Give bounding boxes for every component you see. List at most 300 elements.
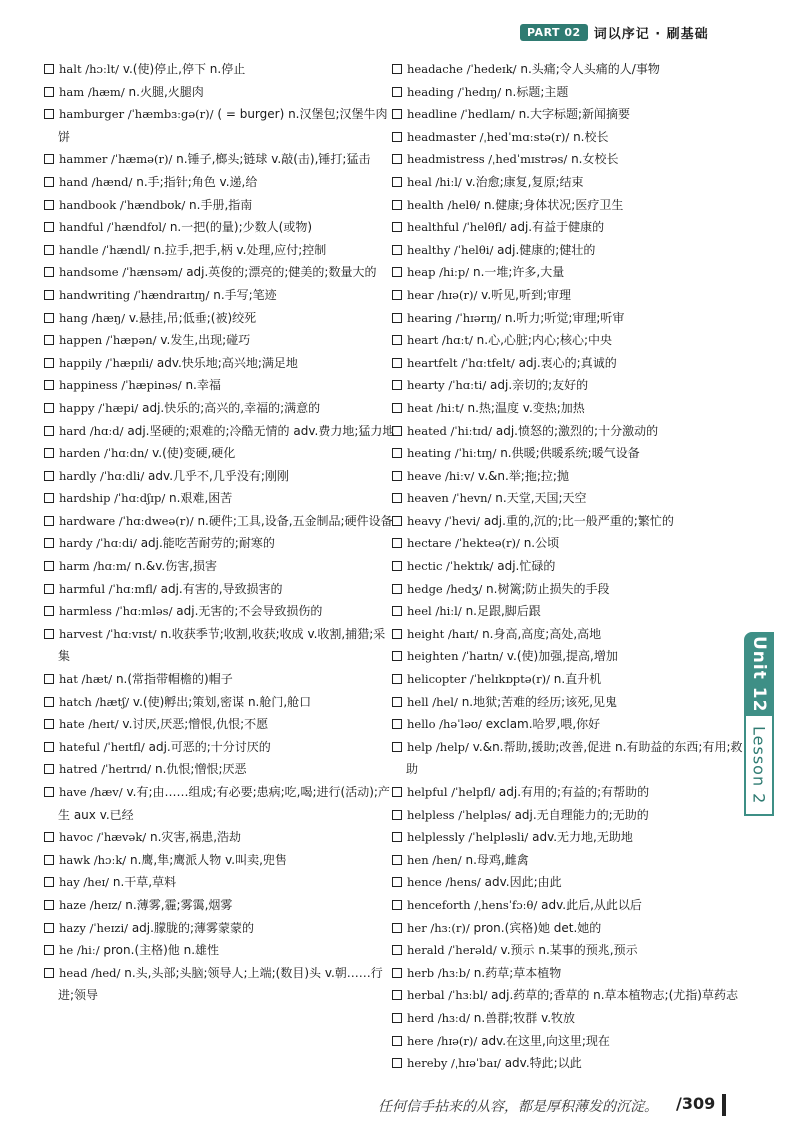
checkbox-icon[interactable] — [44, 200, 54, 210]
checkbox-icon[interactable] — [44, 471, 54, 481]
vocab-entry — [44, 917, 396, 940]
checkbox-icon[interactable] — [392, 380, 402, 390]
entry-headword: halt /hɔːlt/ — [59, 62, 119, 76]
checkbox-icon[interactable] — [44, 764, 54, 774]
entry-definition: v.悬挂,吊;低垂;(被)绞死 — [125, 310, 257, 325]
checkbox-icon[interactable] — [392, 267, 402, 277]
vocab-entry — [392, 668, 744, 691]
checkbox-icon[interactable] — [44, 222, 54, 232]
entry-headword: hereby /ˌhɪəˈbaɪ/ — [407, 1056, 501, 1071]
checkbox-icon[interactable] — [44, 945, 54, 955]
entry-headword: handsome /ˈhænsəm/ — [59, 265, 183, 280]
vocab-entry — [392, 804, 744, 827]
entry-definition: n.幸福 — [181, 378, 221, 393]
checkbox-icon[interactable] — [44, 516, 54, 526]
entry-headword: hearing /ˈhɪərɪŋ/ — [407, 310, 502, 325]
vocab-entry — [44, 826, 396, 849]
checkbox-icon[interactable] — [44, 832, 54, 842]
vocab-entry — [44, 962, 396, 1007]
entry-headword: headmaster /ˌhedˈmɑːstə(r)/ — [407, 129, 570, 144]
checkbox-icon[interactable] — [392, 1013, 402, 1023]
checkbox-icon[interactable] — [392, 426, 402, 436]
checkbox-icon[interactable] — [44, 900, 54, 910]
checkbox-icon[interactable] — [44, 742, 54, 752]
checkbox-icon[interactable] — [392, 810, 402, 820]
checkbox-icon[interactable] — [392, 448, 402, 458]
vocab-entry — [392, 329, 744, 352]
vocab-entry — [392, 736, 744, 781]
checkbox-icon[interactable] — [44, 426, 54, 436]
entry-headword: haze /heɪz/ — [59, 897, 122, 912]
checkbox-icon[interactable] — [44, 538, 54, 548]
entry-headword: helpless /ˈhelpləs/ — [407, 807, 511, 822]
vocab-entry — [392, 532, 744, 555]
entry-headword: hardly /ˈhɑːdli/ — [59, 468, 145, 483]
entry-definition: adj.衷心的;真诚的 — [514, 355, 617, 370]
entry-headword: hardship /ˈhɑːdʃɪp/ — [59, 491, 166, 506]
vocab-entry — [44, 487, 396, 510]
checkbox-icon[interactable] — [44, 290, 54, 300]
checkbox-icon[interactable] — [392, 629, 402, 639]
entry-headword: heave /hiːv/ — [407, 468, 475, 483]
entry-definition: ( = burger) n.汉堡包;汉堡牛肉饼 — [58, 107, 388, 144]
left-column — [44, 58, 396, 1007]
entry-definition: n.地狱;苦难的经历;该死,见鬼 — [457, 694, 618, 709]
entry-definition: n.校长 — [569, 129, 609, 144]
page-number-bar — [722, 1094, 726, 1116]
entry-definition: v.听见,听到;审理 — [477, 287, 572, 302]
checkbox-icon[interactable] — [392, 674, 402, 684]
checkbox-icon[interactable] — [392, 493, 402, 503]
checkbox-icon[interactable] — [392, 877, 402, 887]
vocab-entry — [44, 465, 396, 488]
checkbox-icon[interactable] — [392, 945, 402, 955]
entry-headword: hat /hæt/ — [59, 672, 113, 687]
checkbox-icon[interactable] — [44, 719, 54, 729]
entry-headword: handwriting /ˈhændraɪtɪŋ/ — [59, 287, 210, 302]
checkbox-icon[interactable] — [44, 313, 54, 323]
checkbox-icon[interactable] — [392, 290, 402, 300]
vocab-entry — [392, 826, 744, 849]
entry-headword: have /hæv/ — [59, 785, 123, 799]
entry-definition: n.锤子,榔头;链球 v.敲(击),锤打;猛击 — [172, 152, 371, 167]
vocab-entry — [44, 623, 396, 668]
entry-headword: herald /ˈherəld/ — [407, 943, 497, 958]
header-title: 词以序记 · 刷基础 — [593, 26, 709, 42]
entry-headword: hello /həˈləʊ/ — [407, 717, 482, 732]
entry-headword: heated /ˈhiːtɪd/ — [407, 423, 493, 438]
entry-definition: n.硬件;工具,设备,五金制品;硬件设备 — [193, 513, 393, 528]
vocab-entry — [44, 374, 396, 397]
entry-headword: heating /ˈhiːtɪŋ/ — [407, 446, 497, 461]
checkbox-icon[interactable] — [392, 132, 402, 142]
entry-definition: adj.无害的;不会导致损伤的 — [172, 604, 323, 619]
entry-definition: n.母鸡,雌禽 — [461, 852, 529, 867]
checkbox-icon[interactable] — [44, 561, 54, 571]
entry-definition: adj.忙碌的 — [493, 559, 556, 574]
vocab-entry — [44, 758, 396, 781]
entry-headword: herbal /ˈhɜːbl/ — [407, 988, 488, 1003]
vocab-entry — [392, 1052, 744, 1075]
checkbox-icon[interactable] — [44, 64, 54, 74]
unit-tab — [744, 632, 774, 816]
entry-definition: v.(使)加强,提高,增加 — [503, 649, 618, 664]
entry-headword: hay /heɪ/ — [59, 875, 110, 890]
checkbox-icon[interactable] — [44, 335, 54, 345]
entry-headword: handful /ˈhændfʊl/ — [59, 220, 166, 235]
entry-headword: he /hiː/ — [59, 943, 100, 958]
vocab-entry — [392, 216, 744, 239]
checkbox-icon[interactable] — [392, 200, 402, 210]
checkbox-icon[interactable] — [44, 87, 54, 97]
checkbox-icon[interactable] — [392, 516, 402, 526]
entry-definition: n.手;指针;角色 v.递,给 — [132, 174, 258, 189]
entry-definition: pron.(主格)他 n.雄性 — [99, 943, 220, 958]
entry-headword: hardy /ˈhɑːdi/ — [59, 536, 137, 551]
entry-definition: v.&n.举;拖;拉;抛 — [474, 468, 569, 483]
checkbox-icon[interactable] — [44, 855, 54, 865]
checkbox-icon[interactable] — [44, 923, 54, 933]
checkbox-icon[interactable] — [44, 267, 54, 277]
entry-definition: n.标题;主题 — [501, 84, 569, 99]
checkbox-icon[interactable] — [44, 584, 54, 594]
entry-headword: hateful /ˈheɪtfl/ — [59, 739, 145, 754]
vocab-entry — [44, 849, 396, 872]
entry-definition: n.艰难,困苦 — [165, 491, 233, 506]
page-number: /309 — [676, 1094, 716, 1113]
lesson-label: Lesson 2 — [749, 725, 769, 805]
entry-definition: adj.能吃苦耐劳的;耐寒的 — [136, 536, 275, 551]
vocab-entry — [392, 352, 744, 375]
checkbox-icon[interactable] — [392, 177, 402, 187]
right-column — [392, 58, 744, 1075]
vocab-entry — [44, 600, 396, 623]
checkbox-icon[interactable] — [392, 109, 402, 119]
checkbox-icon[interactable] — [392, 222, 402, 232]
entry-definition: adj.有益于健康的 — [506, 220, 605, 235]
vocab-entry — [392, 917, 744, 940]
vocab-entry — [392, 171, 744, 194]
entry-headword: heighten /ˈhaɪtn/ — [407, 649, 504, 664]
entry-headword: heartfelt /ˈhɑːtfelt/ — [407, 355, 515, 370]
checkbox-icon[interactable] — [392, 245, 402, 255]
entry-definition: adj.亲切的;友好的 — [486, 378, 589, 393]
entry-headword: hectic /ˈhektɪk/ — [407, 559, 494, 574]
entry-definition: adv.因此;由此 — [480, 875, 562, 890]
vocab-entry — [392, 849, 744, 872]
vocab-entry — [44, 736, 396, 759]
entry-headword: here /hɪə(r)/ — [407, 1033, 478, 1048]
entry-headword: health /helθ/ — [407, 197, 480, 212]
entry-headword: healthy /ˈhelθi/ — [407, 242, 494, 257]
checkbox-icon[interactable] — [392, 832, 402, 842]
entry-headword: hard /hɑːd/ — [59, 423, 124, 438]
entry-definition: adj.健康的;健壮的 — [493, 242, 596, 257]
vocab-entry — [392, 962, 744, 985]
entry-headword: heat /hiːt/ — [407, 400, 464, 415]
entry-headword: heel /hiːl/ — [407, 604, 462, 619]
entry-definition: n.仇恨;憎恨;厌恶 — [151, 762, 247, 777]
entry-definition: adj.重的,沉的;比一般严重的;繁忙的 — [480, 513, 674, 528]
entry-definition: n.女校长 — [567, 152, 619, 167]
entry-definition: n.干草,草料 — [109, 875, 177, 890]
entry-headword: happily /ˈhæpɪli/ — [59, 355, 154, 370]
entry-definition: n.兽群;牧群 v.牧放 — [469, 1010, 576, 1025]
checkbox-icon[interactable] — [44, 358, 54, 368]
vocab-entry — [44, 713, 396, 736]
vocab-entry — [44, 58, 396, 81]
entry-headword: handbook /ˈhændbʊk/ — [59, 197, 186, 212]
vocab-entry — [392, 194, 744, 217]
entry-definition: n.收获季节;收割,收获;收成 v.收割,捕猎;采集 — [58, 626, 386, 664]
entry-headword: her /hɜː(r)/ — [407, 920, 470, 935]
entry-definition: adj.坚硬的;艰难的;冷酷无情的 adv.费力地;猛力地 — [123, 423, 395, 438]
vocab-entry — [392, 442, 744, 465]
checkbox-icon[interactable] — [392, 538, 402, 548]
entry-headword: hardware /ˈhɑːdweə(r)/ — [59, 513, 194, 528]
entry-headword: help /help/ — [407, 739, 469, 754]
checkbox-icon[interactable] — [44, 968, 54, 978]
entry-headword: hen /hen/ — [407, 852, 462, 867]
unit-label: Unit 12 — [749, 635, 769, 713]
vocab-entry — [392, 103, 744, 126]
entry-headword: hawk /hɔːk/ — [59, 852, 127, 867]
checkbox-icon[interactable] — [392, 1058, 402, 1068]
entry-definition: adj.无自理能力的;无助的 — [510, 807, 649, 822]
entry-definition: n.健康;身体状况;医疗卫生 — [480, 197, 624, 212]
vocab-entry — [44, 894, 396, 917]
entry-definition: n.一堆;许多,大量 — [469, 265, 565, 280]
checkbox-icon[interactable] — [392, 606, 402, 616]
entry-headword: happiness /ˈhæpinəs/ — [59, 378, 182, 393]
part-badge: PART 02 — [520, 24, 588, 41]
entry-headword: height /haɪt/ — [407, 626, 479, 641]
checkbox-icon[interactable] — [392, 471, 402, 481]
vocab-entry — [44, 781, 396, 826]
entry-definition: n.头痛;令人头痛的人/事物 — [516, 62, 660, 76]
checkbox-icon[interactable] — [392, 358, 402, 368]
entry-definition: adv.几乎不,几乎没有;刚刚 — [144, 468, 289, 483]
entry-headword: hence /hens/ — [407, 875, 481, 890]
entry-definition: n.火腿,火腿肉 — [124, 84, 204, 99]
vocab-entry — [392, 307, 744, 330]
checkbox-icon[interactable] — [392, 990, 402, 1000]
footer-quote: 任何信手拈来的从容，都是厚积薄发的沉淀。 — [378, 1099, 658, 1115]
entry-definition: adv.特此;以此 — [500, 1056, 582, 1071]
entry-definition: v.&n.帮助,援助;改善,促进 n.有助益的东西;有用;救助 — [406, 739, 743, 777]
entry-definition: adv.在这里,向这里;现在 — [477, 1033, 610, 1048]
entry-headword: harmless /ˈhɑːmləs/ — [59, 604, 173, 619]
vocab-entry — [392, 578, 744, 601]
vocab-entry — [392, 713, 744, 736]
vocab-entry — [392, 58, 744, 81]
entry-headword: herb /hɜːb/ — [407, 965, 470, 980]
checkbox-icon[interactable] — [392, 87, 402, 97]
entry-headword: helicopter /ˈhelɪkɒptə(r)/ — [407, 672, 550, 687]
entry-definition: n.薄雾,霾;雾霭,烟雾 — [121, 897, 233, 912]
entry-headword: heaven /ˈhevn/ — [407, 491, 492, 506]
vocab-entry — [44, 871, 396, 894]
checkbox-icon[interactable] — [392, 1036, 402, 1046]
entry-headword: harm /hɑːm/ — [59, 559, 131, 574]
checkbox-icon[interactable] — [44, 493, 54, 503]
checkbox-icon[interactable] — [392, 855, 402, 865]
vocab-entry — [44, 194, 396, 217]
vocab-entry — [44, 216, 396, 239]
checkbox-icon[interactable] — [392, 154, 402, 164]
checkbox-icon[interactable] — [392, 313, 402, 323]
vocab-entry — [44, 510, 396, 533]
entry-headword: hear /hɪə(r)/ — [407, 287, 478, 302]
vocab-entry — [392, 600, 744, 623]
vocab-entry — [44, 555, 396, 578]
entry-headword: harden /ˈhɑːdn/ — [59, 446, 149, 461]
entry-definition: adj.有用的;有益的;有帮助的 — [495, 785, 650, 799]
vocab-entry — [44, 148, 396, 171]
vocab-entry — [44, 668, 396, 691]
entry-headword: happen /ˈhæpən/ — [59, 333, 157, 348]
entry-definition: adv.快乐地;高兴地;满足地 — [153, 355, 298, 370]
checkbox-icon[interactable] — [44, 606, 54, 616]
entry-headword: havoc /ˈhævək/ — [59, 830, 147, 845]
entry-definition: v.有;由……组成;有必要;患病;吃,喝;进行(活动);产生 aux v.已经 — [58, 785, 390, 822]
vocab-entry — [44, 939, 396, 962]
entry-headword: heavy /ˈhevi/ — [407, 513, 481, 528]
entry-headword: hell /hel/ — [407, 694, 458, 709]
entry-definition: n.公顷 — [519, 536, 560, 551]
entry-headword: hatred /ˈheɪtrɪd/ — [59, 762, 152, 777]
entry-definition: v.发生,出现;碰巧 — [156, 333, 251, 348]
checkbox-icon[interactable] — [392, 900, 402, 910]
entry-definition: n.鹰,隼;鹰派人物 v.叫卖,兜售 — [126, 852, 287, 867]
vocab-entry — [392, 871, 744, 894]
checkbox-icon[interactable] — [392, 64, 402, 74]
entry-definition: n.灾害,祸患,浩劫 — [146, 830, 242, 845]
vocab-entry — [392, 126, 744, 149]
entry-definition: adj.可恶的;十分讨厌的 — [144, 739, 271, 754]
checkbox-icon[interactable] — [44, 877, 54, 887]
vocab-entry — [392, 465, 744, 488]
checkbox-icon[interactable] — [392, 584, 402, 594]
checkbox-icon[interactable] — [44, 403, 54, 413]
vocab-entry — [44, 261, 396, 284]
checkbox-icon[interactable] — [392, 651, 402, 661]
vocab-entry — [392, 894, 744, 917]
vocab-entry — [392, 555, 744, 578]
checkbox-icon[interactable] — [392, 742, 402, 752]
vocab-entry — [392, 781, 744, 804]
checkbox-icon[interactable] — [44, 177, 54, 187]
vocab-entry — [392, 984, 744, 1007]
checkbox-icon[interactable] — [392, 403, 402, 413]
checkbox-icon[interactable] — [44, 154, 54, 164]
entry-headword: heap /hiːp/ — [407, 265, 470, 280]
checkbox-icon[interactable] — [392, 923, 402, 933]
entry-headword: hand /hænd/ — [59, 174, 133, 189]
entry-headword: herd /hɜːd/ — [407, 1010, 470, 1025]
entry-definition: exclam.哈罗,喂,你好 — [481, 717, 601, 732]
entry-headword: hectare /ˈhekteə(r)/ — [407, 536, 520, 551]
entry-headword: helplessly /ˈhelpləsli/ — [407, 830, 529, 845]
vocab-entry — [392, 510, 744, 533]
entry-headword: hang /hæŋ/ — [59, 310, 126, 325]
vocab-entry — [44, 239, 396, 262]
entry-definition: n.天堂,天国;天空 — [491, 491, 587, 506]
entry-headword: happy /ˈhæpi/ — [59, 400, 139, 415]
entry-definition: adj.药草的;香草的 n.草本植物志;(尤指)草药志 — [487, 988, 738, 1003]
vocab-entry — [44, 329, 396, 352]
entry-definition: n.手册,指南 — [185, 197, 253, 212]
checkbox-icon[interactable] — [44, 380, 54, 390]
vocab-entry — [392, 374, 744, 397]
entry-headword: headline /ˈhedlaɪn/ — [407, 107, 515, 122]
entry-definition: adv.无力地,无助地 — [528, 830, 633, 845]
checkbox-icon[interactable] — [392, 787, 402, 797]
entry-definition: n.热;温度 v.变热;加热 — [463, 400, 585, 415]
vocab-entry — [44, 171, 396, 194]
checkbox-icon[interactable] — [44, 787, 54, 797]
entry-definition: n.一把(的量);少数人(或物) — [166, 220, 313, 235]
vocab-entry — [392, 487, 744, 510]
vocab-entry — [44, 442, 396, 465]
vocab-entry — [392, 623, 744, 646]
vocab-entry — [392, 397, 744, 420]
checkbox-icon[interactable] — [44, 245, 54, 255]
entry-definition: n.心,心脏;内心;核心;中央 — [472, 333, 613, 348]
page-header — [520, 22, 709, 42]
entry-definition: n.直升机 — [549, 672, 602, 687]
vocab-entry — [44, 81, 396, 104]
vocab-entry — [44, 578, 396, 601]
checkbox-icon[interactable] — [392, 335, 402, 345]
entry-definition: v.(使)停止,停下 n.停止 — [119, 62, 246, 76]
checkbox-icon[interactable] — [392, 561, 402, 571]
checkbox-icon[interactable] — [44, 674, 54, 684]
entry-headword: heart /hɑːt/ — [407, 333, 473, 348]
entry-definition: n.大字标题;新闻摘要 — [514, 107, 631, 122]
vocab-entry — [392, 284, 744, 307]
entry-definition: adj.快乐的;高兴的,幸福的;满意的 — [138, 400, 321, 415]
entry-definition: n.药草;草本植物 — [469, 965, 562, 980]
vocab-entry — [392, 1030, 744, 1053]
entry-definition: n.头,头部;头脑;领导人;上端;(数目)头 v.朝……行进;领导 — [58, 965, 383, 1003]
entry-headword: henceforth /ˌhensˈfɔːθ/ — [407, 897, 538, 912]
entry-definition: n.听力;听觉;审理;听审 — [501, 310, 625, 325]
entry-definition: n.供暖;供暖系统;暖气设备 — [496, 446, 640, 461]
vocab-entry — [392, 148, 744, 171]
entry-definition: v.治愈;康复,复原;结束 — [461, 174, 584, 189]
checkbox-icon[interactable] — [44, 629, 54, 639]
entry-headword: harvest /ˈhɑːvɪst/ — [59, 626, 157, 641]
entry-headword: handle /ˈhændl/ — [59, 242, 150, 257]
entry-headword: heading /ˈhedɪŋ/ — [407, 84, 502, 99]
checkbox-icon[interactable] — [44, 697, 54, 707]
checkbox-icon[interactable] — [392, 968, 402, 978]
entry-headword: hazy /ˈheɪzi/ — [59, 920, 129, 935]
entry-headword: heal /hiːl/ — [407, 174, 462, 189]
vocab-entry — [392, 420, 744, 443]
entry-definition: n.树篱;防止损失的手段 — [482, 581, 610, 596]
entry-headword: head /hed/ — [59, 965, 121, 980]
checkbox-icon[interactable] — [392, 719, 402, 729]
checkbox-icon[interactable] — [44, 109, 54, 119]
entry-definition: n.&v.伤害,损害 — [130, 559, 218, 574]
vocab-entry — [392, 1007, 744, 1030]
checkbox-icon[interactable] — [44, 448, 54, 458]
checkbox-icon[interactable] — [392, 697, 402, 707]
entry-definition: n.手写;笔迹 — [209, 287, 277, 302]
entry-definition: adj.有害的,导致损害的 — [156, 581, 283, 596]
